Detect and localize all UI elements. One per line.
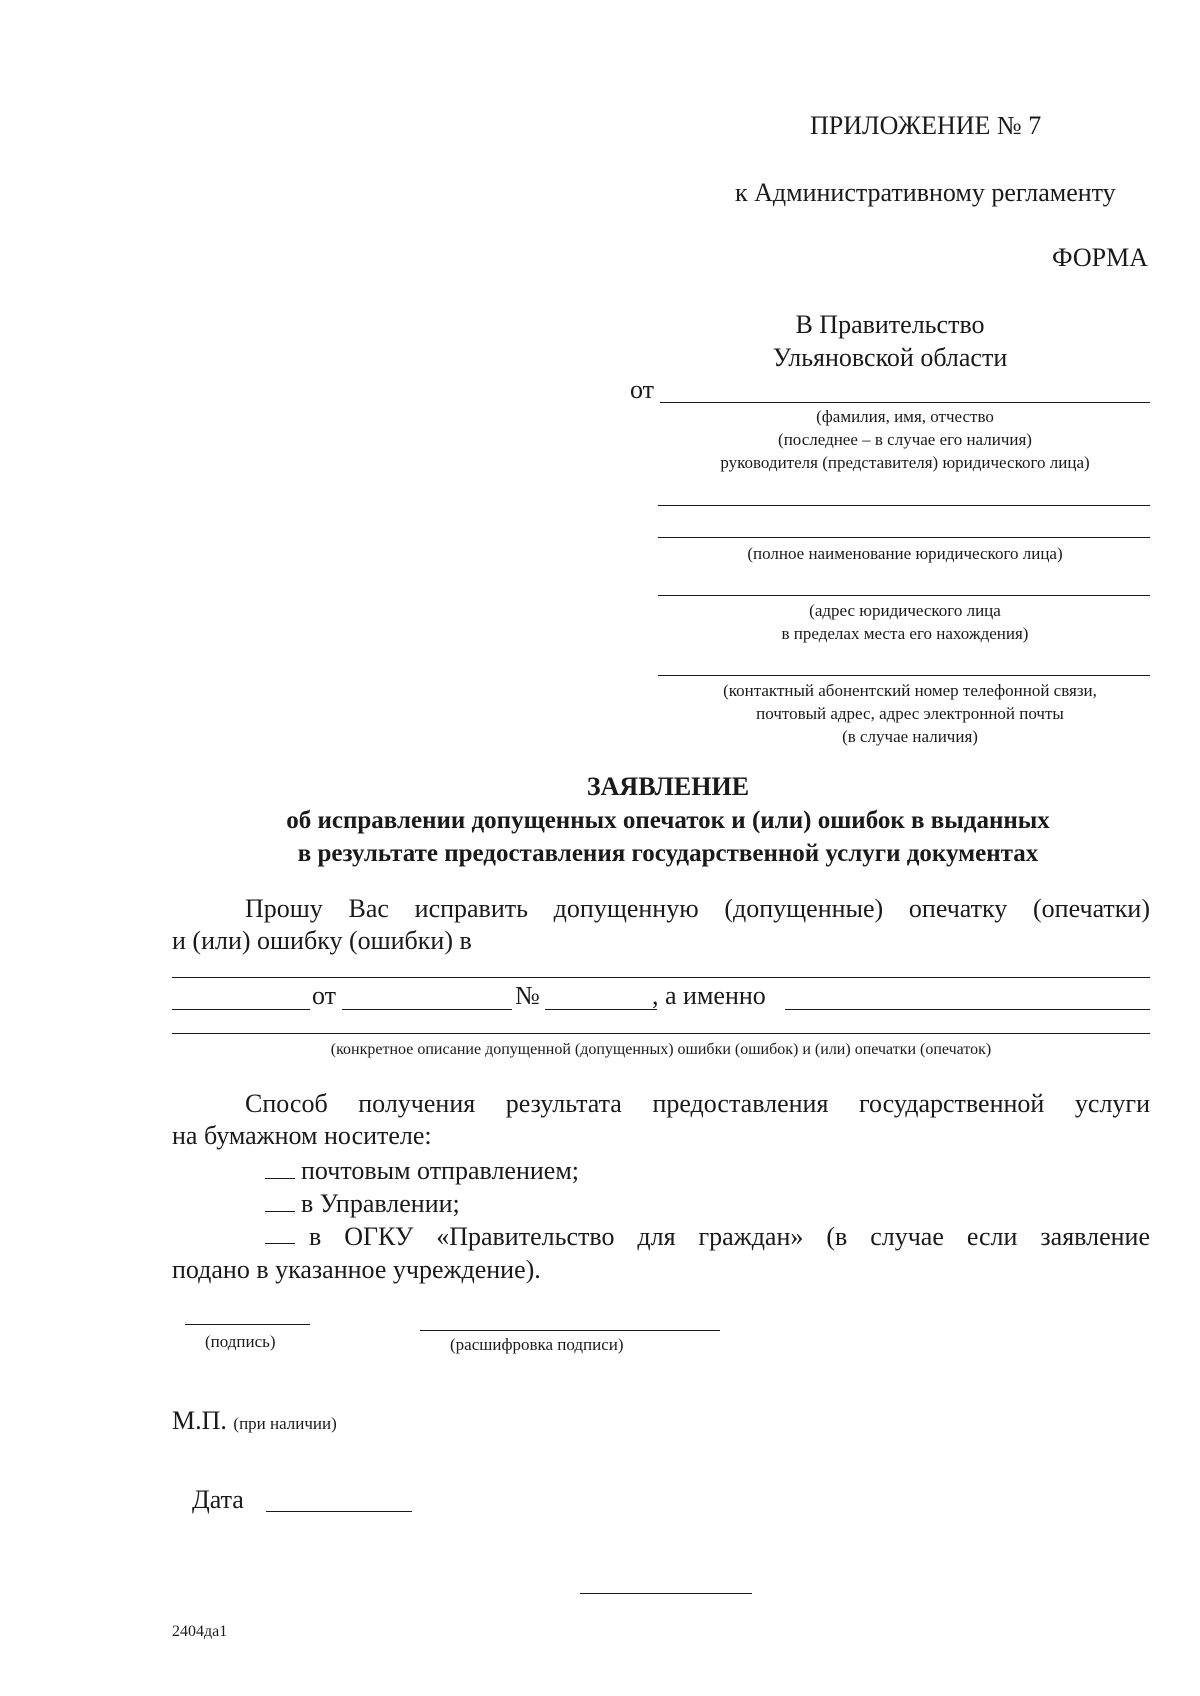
- caption-contact-2: почтовый адрес, адрес электронной почты: [756, 704, 1064, 723]
- method-text-line-1: Способ получения результата предоставления государственной услуги: [245, 1089, 1150, 1118]
- namely-word: , а именно: [652, 981, 766, 1010]
- caption-contact-3: (в случае наличия): [842, 727, 978, 746]
- seal-label: [172, 1405, 337, 1437]
- option-office-label: в Управлении;: [301, 1189, 460, 1218]
- form-label: ФОРМА: [1052, 243, 1148, 272]
- caption-fio-1: (фамилия, имя, отчество: [816, 407, 994, 426]
- option-ogku-checkbox[interactable]: [265, 1221, 295, 1244]
- org-name-field-2[interactable]: [658, 537, 1150, 538]
- option-office-checkbox[interactable]: [265, 1189, 295, 1212]
- contact-field[interactable]: [658, 675, 1150, 676]
- signature-decode-field[interactable]: [420, 1330, 720, 1331]
- document-subtitle-2: в результате предоставления государственной услуги документах: [297, 840, 1039, 867]
- org-name-field-1[interactable]: [658, 505, 1150, 506]
- from-word: от: [312, 981, 337, 1010]
- addressee-line-2: Ульяновской области: [772, 343, 1008, 372]
- footer-separator: [580, 1593, 752, 1594]
- caption-address-1: (адрес юридического лица: [809, 601, 1001, 620]
- caption-address-2: в пределах места его нахождения): [781, 624, 1029, 643]
- applicant-name-field[interactable]: [660, 402, 1150, 403]
- caption-org-name: (полное наименование юридического лица): [747, 544, 1063, 563]
- caption-fio-2: (последнее – в случае его наличия): [778, 430, 1032, 449]
- date-field[interactable]: [266, 1511, 412, 1512]
- option-postal-checkbox[interactable]: [265, 1156, 295, 1179]
- appendix-number: ПРИЛОЖЕНИЕ № 7: [810, 111, 1042, 140]
- regulation-reference: к Административному регламенту: [735, 178, 1116, 207]
- seal-note: (при наличии): [233, 1414, 337, 1433]
- caption-description: (конкретное описание допущенной (допущенных) ошибки (ошибок) и (или) опечатки (опечаток): [330, 1041, 992, 1058]
- caption-contact-1: (контактный абонентский номер телефонной связи,: [723, 681, 1097, 700]
- address-field[interactable]: [658, 595, 1150, 596]
- signature-field[interactable]: [185, 1324, 310, 1325]
- error-description-field-1[interactable]: [785, 1009, 1150, 1010]
- error-description-field-2[interactable]: [172, 1033, 1150, 1034]
- caption-signature: (подпись): [205, 1332, 276, 1351]
- option-ogku-label-2: подано в указанное учреждение).: [172, 1255, 541, 1284]
- document-subtitle-1: об исправлении допущенных опечаток и (или) ошибок в выданных: [286, 807, 1050, 834]
- seal-text: М.П.: [172, 1406, 227, 1435]
- request-text-line-2: и (или) ошибку (ошибки) в: [172, 926, 472, 955]
- request-text-line-1: Прошу Вас исправить допущенную (допущенные) опечатку (опечатки): [245, 894, 1150, 923]
- option-postal[interactable]: [265, 1155, 579, 1187]
- document-code: 2404да1: [172, 1623, 228, 1640]
- method-text-line-2: на бумажном носителе:: [172, 1121, 432, 1150]
- from-label: от: [630, 375, 655, 404]
- option-postal-label: почтовым отправлением;: [301, 1156, 580, 1185]
- document-number-field[interactable]: [545, 1009, 657, 1010]
- option-ogku[interactable]: [265, 1221, 1150, 1253]
- caption-signature-decode: (расшифровка подписи): [450, 1335, 624, 1354]
- document-field[interactable]: [172, 977, 1150, 978]
- date-label: Дата: [192, 1485, 244, 1514]
- caption-fio-3: руководителя (представителя) юридического лица): [720, 453, 1090, 472]
- number-sign: №: [515, 981, 540, 1010]
- document-type-field[interactable]: [172, 1009, 310, 1010]
- addressee-line-1: В Правительство: [795, 310, 985, 339]
- option-office[interactable]: [265, 1188, 460, 1220]
- option-ogku-label: в ОГКУ «Правительство для граждан» (в случае если заявление: [309, 1222, 1150, 1251]
- document-date-field[interactable]: [342, 1009, 512, 1010]
- document-title: ЗАЯВЛЕНИЕ: [586, 772, 750, 801]
